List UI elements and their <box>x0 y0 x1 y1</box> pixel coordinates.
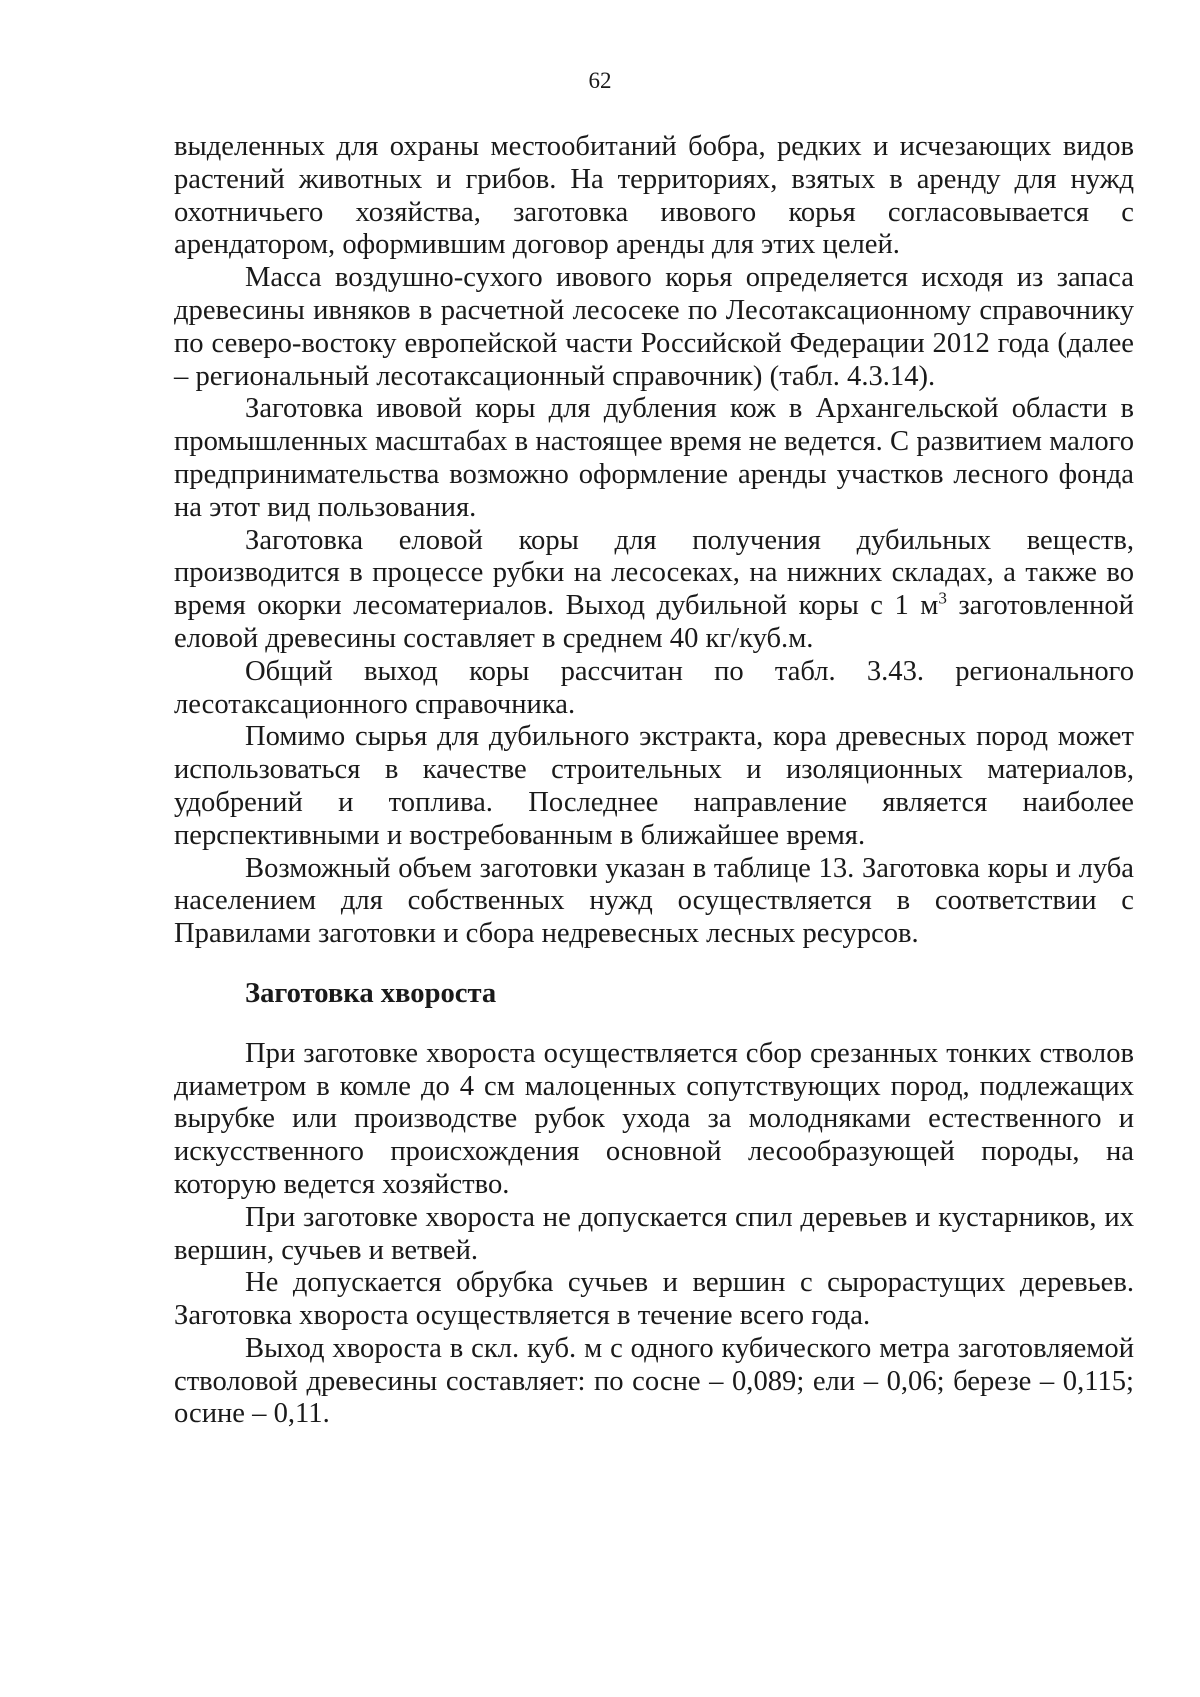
section-heading: Заготовка хвороста <box>245 977 497 1009</box>
paragraph <box>174 525 1134 656</box>
paragraph-text: Заготовка еловой коры для получения дубильных веществ, производится в процессе рубки на лесосеках, на нижних складах, а также во время окорки лесоматериалов. Выход дубильной коры с 1 м <box>174 524 1134 622</box>
paragraph: выделенных для охраны местообитаний бобра, редких и исчезающих видов растений животных и грибов. На территориях, взятых в аренду для нужд охотничьего хозяйства, заготовка ивового корья согласовывается с арендатором, оформившим договор аренды для этих целей. <box>174 131 1134 261</box>
paragraph-text: заготовленной еловой древесины составляет в среднем 40 кг/куб.м. <box>174 590 1134 654</box>
page-body <box>174 131 1134 1431</box>
paragraph: Масса воздушно-сухого ивового корья определяется исходя из запаса древесины ивняков в расчетной лесосеке по Лесотаксационному справочнику по северо-востоку европейской части Российской Федерации 2012 года (далее – региональный лесотаксационный справочник) (табл. 4.3.14). <box>174 262 1134 392</box>
superscript: 3 <box>938 588 947 608</box>
page-number: 62 <box>588 68 612 93</box>
paragraph: Выход хвороста в скл. куб. м с одного кубического метра заготовляемой стволовой древесины составляет: по сосне – 0,089; ели – 0,06; березе – 0,115; осине – 0,11. <box>174 1332 1134 1430</box>
paragraph: При заготовке хвороста не допускается спил деревьев и кустарников, их вершин, сучьев и ветвей. <box>174 1201 1134 1266</box>
paragraph: Возможный объем заготовки указан в таблице 13. Заготовка коры и луба населением для собственных нужд осуществляется в соответствии с Правилами заготовки и сбора недревесных лесных ресурсов. <box>174 852 1134 950</box>
paragraph: Не допускается обрубка сучьев и вершин с сырорастущих деревьев. Заготовка хвороста осуществляется в течение всего года. <box>174 1267 1134 1332</box>
paragraph: Заготовка ивовой коры для дубления кож в Архангельской области в промышленных масштабах в настоящее время не ведется. С развитием малого предпринимательства возможно оформление аренды участков лесного фонда на этот вид пользования. <box>174 393 1134 523</box>
paragraph: Помимо сырья для дубильного экстракта, кора древесных пород может использоваться в качестве строительных и изоляционных материалов, удобрений и топлива. Последнее направление является наиболее перспективными и востребованным в ближайшее время. <box>174 721 1134 851</box>
paragraph: При заготовке хвороста осуществляется сбор срезанных тонких стволов диаметром в комле до 4 см малоценных сопутствующих пород, подлежащих вырубке или производстве рубок ухода за молодняками естественного и искусственного происхождения основной лесообразующей породы, на которую ведется хозяйство. <box>174 1037 1134 1200</box>
paragraph: Общий выход коры рассчитан по табл. 3.43. регионального лесотаксационного справочника. <box>174 655 1134 720</box>
